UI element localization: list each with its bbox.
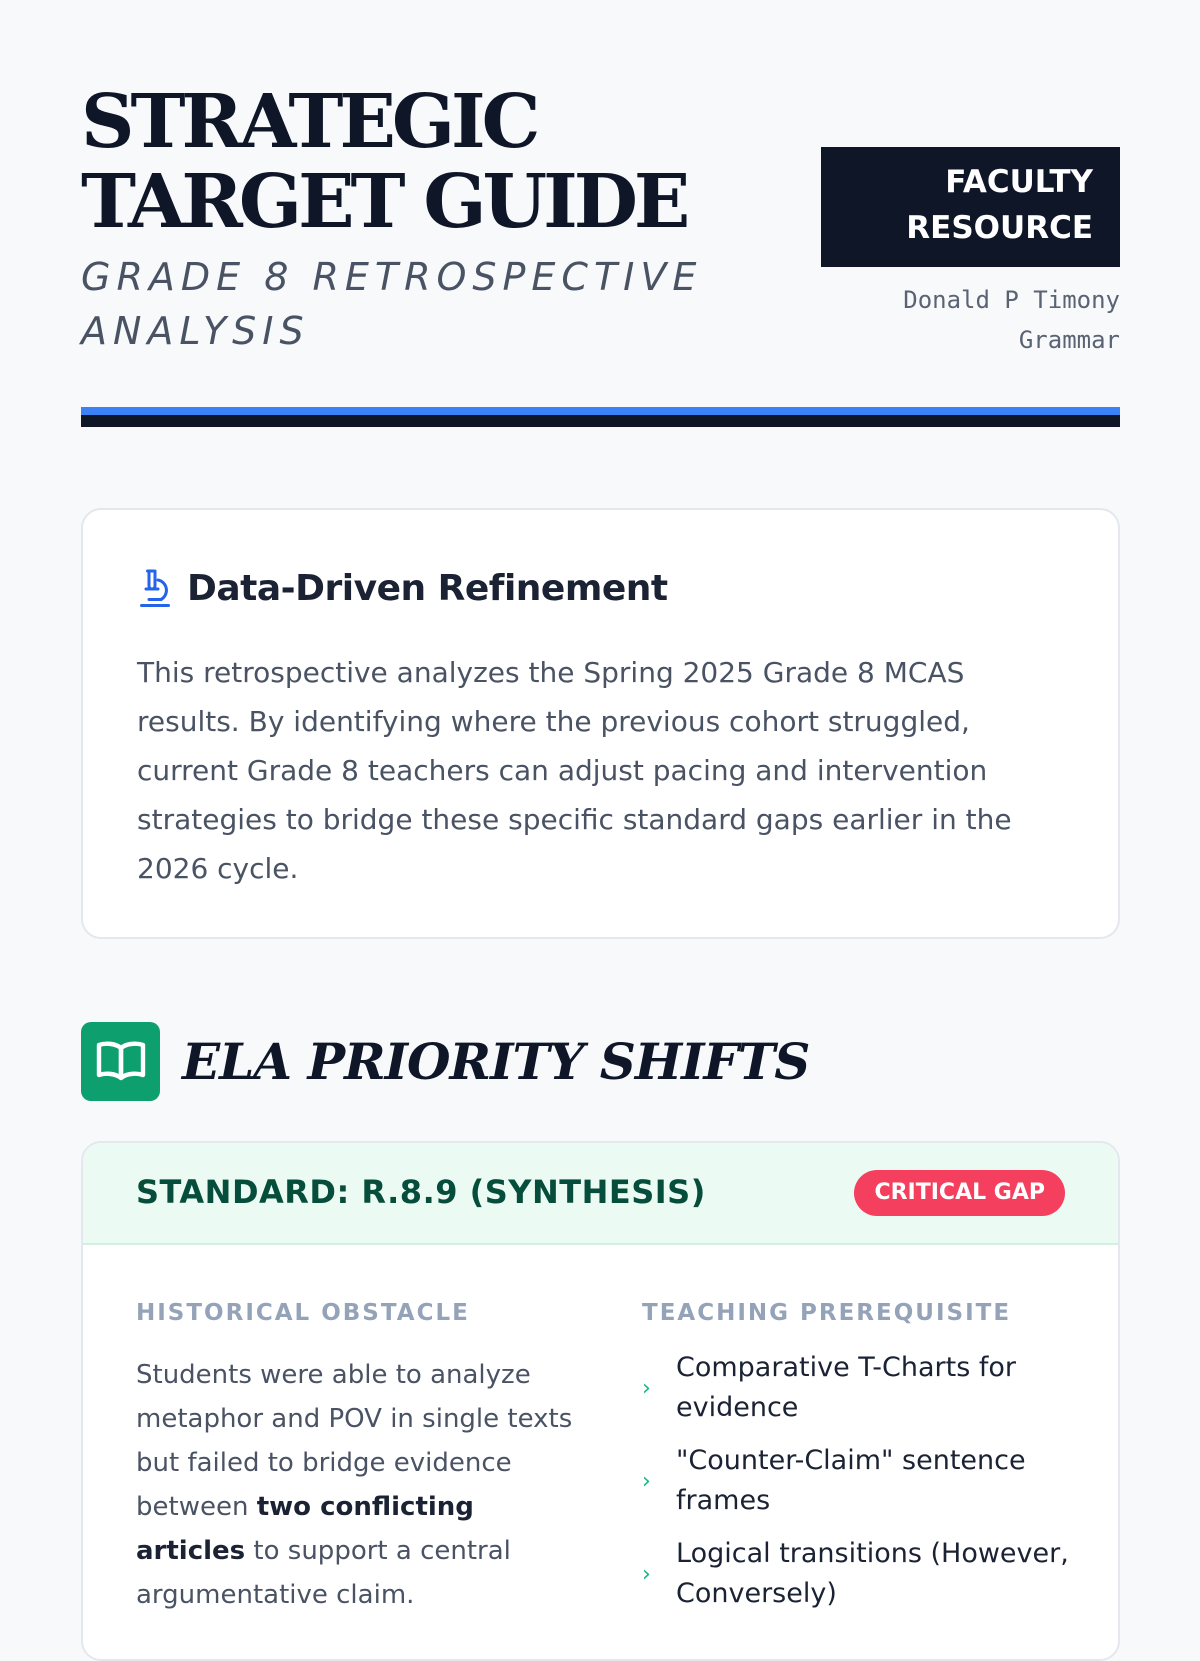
page-subtitle: GRADE 8 RETROSPECTIVE ANALYSIS [81,255,703,353]
list-item [642,1348,1072,1428]
badge-line-2: RESOURCE [906,210,1093,246]
status-badge: CRITICAL GAP [854,1170,1065,1216]
intro-text: This retrospective analyzes the Spring 2025 Grade 8 MCAS results. By identifying where the previous cohort struggled, current Grade 8 teachers can adjust pacing and intervention strategies to bridge these specific standard gaps earlier in the 2026 cycle. [137,656,1012,885]
obstacle-text-start: Students were able to analyze metaphor and POV in single texts but failed to bridge evidence between [136,1360,573,1522]
teaching-prerequisite-label: TEACHING PREREQUISITE [642,1300,1012,1326]
badge-line-1: FACULTY [945,164,1093,200]
prerequisite-text: Comparative T-Charts for evidence [676,1352,1016,1423]
microscope-icon [137,569,173,609]
school-name [820,280,1120,360]
obstacle-text-emphasis: two conflicting articles [136,1492,474,1566]
chevron-right-icon: › [642,1561,651,1587]
faculty-resource-badge [821,147,1120,267]
standard-title: STANDARD: R.8.9 (SYNTHESIS) [136,1173,706,1211]
section-header [81,1021,809,1101]
intro-title: Data-Driven Refinement [187,568,668,609]
school-name-line-1: Donald P Timony [903,286,1120,314]
prerequisite-list [642,1348,1072,1627]
book-open-icon [81,1022,160,1101]
header [81,0,1120,430]
school-name-line-2: Grammar [1018,326,1120,354]
prerequisite-text: Logical transitions (However, Conversely) [676,1538,1069,1609]
chevron-right-icon: › [642,1468,651,1494]
chevron-right-icon: › [642,1375,651,1401]
standard-card [81,1141,1120,1661]
page-title: STRATEGIC TARGET GUIDE [81,79,687,245]
obstacle-text-end: to support a central argumentative claim. [136,1536,511,1610]
list-item [642,1441,1072,1521]
intro-card [81,508,1120,939]
standard-card-header [83,1143,1118,1245]
intro-header [137,568,668,609]
header-rule-accent [81,407,1120,415]
page [81,0,1120,1610]
historical-obstacle-text [136,1353,576,1617]
historical-obstacle-label: HISTORICAL OBSTACLE [136,1300,470,1326]
list-item [642,1534,1072,1614]
header-rule [81,415,1120,427]
prerequisite-text: "Counter-Claim" sentence frames [676,1445,1026,1516]
section-title: ELA PRIORITY SHIFTS [182,1031,810,1091]
